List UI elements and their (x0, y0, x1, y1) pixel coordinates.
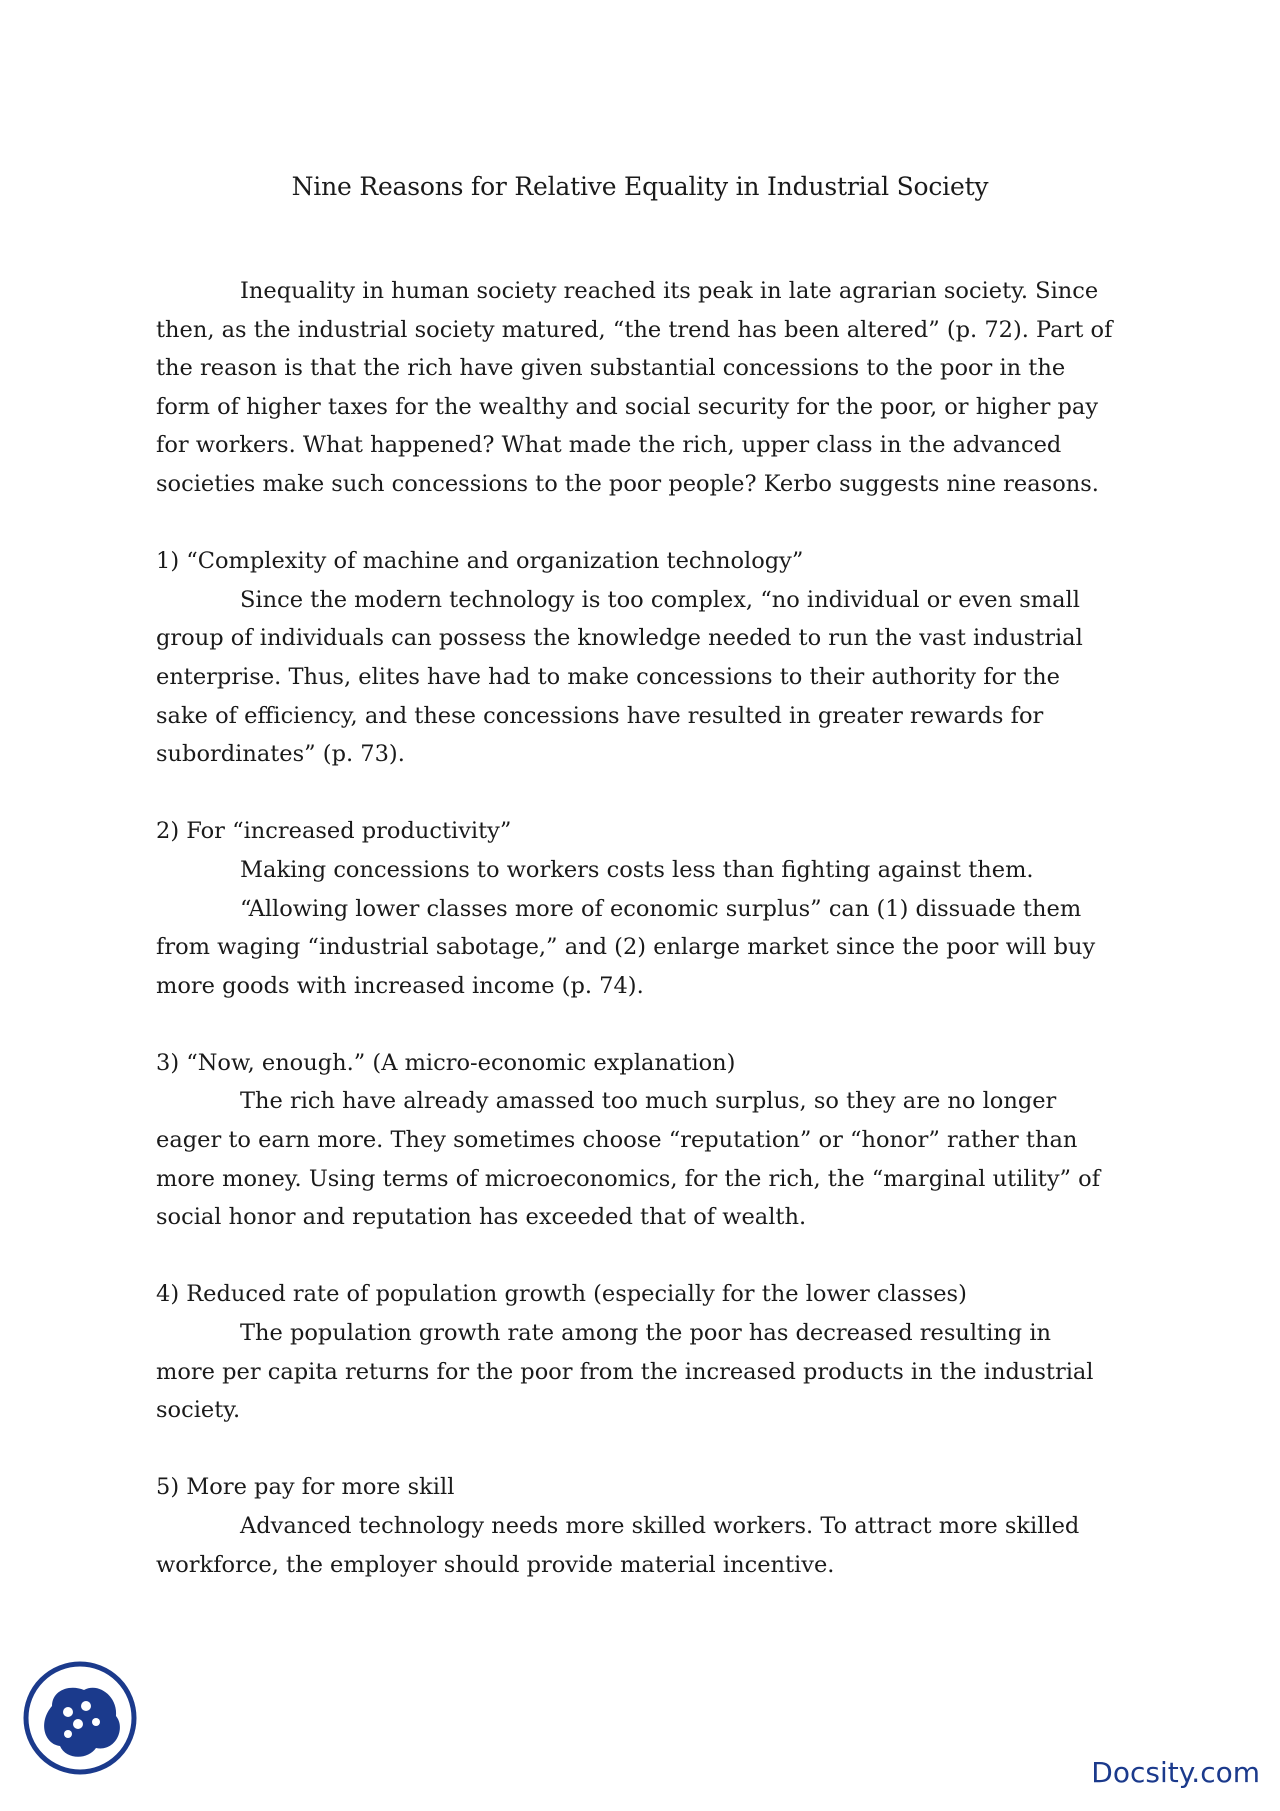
document-title: Nine Reasons for Relative Equality in Industrial Society (291, 172, 989, 201)
docsity-logo-icon[interactable] (22, 1660, 138, 1776)
section-3-heading: 3) “Now, enough.” (A micro-economic explanation) (156, 1049, 736, 1076)
section-4-paragraph: The population growth rate among the poor has decreased resulting in more per capita returns for the poor from the increased products in the industrial society. (156, 1320, 1094, 1424)
section-2-paragraph-1: Making concessions to workers costs less than fighting against them. (240, 856, 1034, 883)
document-body (156, 272, 1116, 1584)
section-4-heading: 4) Reduced rate of population growth (especially for the lower classes) (156, 1281, 967, 1308)
section-5-paragraph: Advanced technology needs more skilled workers. To attract more skilled workforce, the employer should provide material incentive. (156, 1513, 1080, 1578)
section-2-paragraph-2: “Allowing lower classes more of economic surplus” can (1) dissuade them from waging “industrial sabotage,” and (2) enlarge market since the poor will buy more goods with increased income (p. 74). (156, 895, 1096, 999)
section-3-paragraph: The rich have already amassed too much surplus, so they are no longer eager to earn more. They sometimes choose “reputation” or “honor” rather than more money. Using terms of microeconomics, for the rich, the “marginal utility” of social honor and reputation has exceeded that of wealth. (156, 1088, 1101, 1231)
intro-paragraph: Inequality in human society reached its peak in late agrarian society. Since then, as the industrial society matured, “the trend has been altered” (p. 72). Part of the reason is that the rich have given substantial concessions to the poor in the form of higher taxes for the wealthy and social security for the poor, or higher pay for workers. What happened? What made the rich, upper class in the advanced societies make such concessions to the poor people? Kerbo suggests nine reasons. (156, 278, 1113, 497)
section-1-heading: 1) “Complexity of machine and organization technology” (156, 548, 804, 575)
section-5-heading: 5) More pay for more skill (156, 1474, 455, 1501)
section-2-heading: 2) For “increased productivity” (156, 818, 512, 845)
section-1-paragraph: Since the modern technology is too complex, “no individual or even small group of individuals can possess the knowledge needed to run the vast industrial enterprise. Thus, elites have had to make concessions to their authority for the sake of efficiency, and these concessions have resulted in greater rewards for subordinates” (p. 73). (156, 586, 1083, 768)
docsity-brand-text[interactable]: Docsity.com (1091, 1756, 1260, 1789)
